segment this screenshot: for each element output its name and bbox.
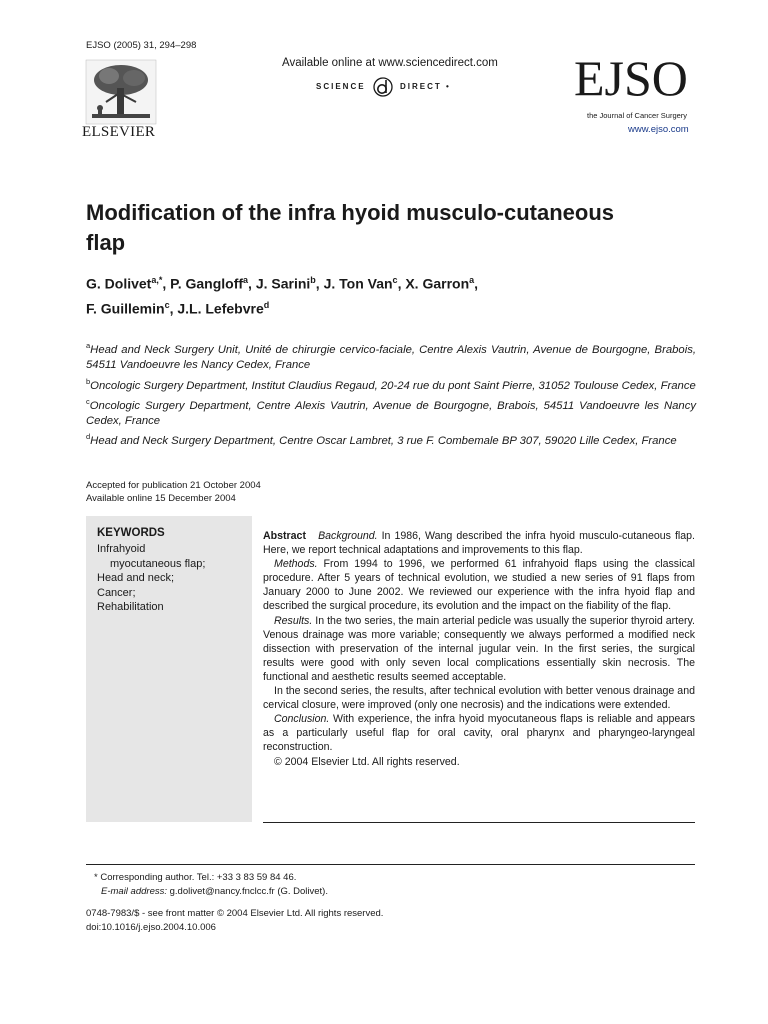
keyword-item: Rehabilitation [97, 601, 164, 613]
author-name[interactable]: F. Guillemin [86, 300, 165, 317]
author-affiliation-mark: a [469, 275, 475, 285]
abstract-section-label: Background. [318, 530, 378, 542]
author-name[interactable]: J. Sarini [255, 275, 311, 292]
author-name[interactable]: J. Ton Van [323, 275, 393, 292]
affiliation-mark: d [86, 432, 91, 442]
footnote-divider [86, 864, 695, 865]
abstract-section-text: In 1986, Wang described the infra hyoid musculo-cutaneous flap. Here, we report technical adaptations and improvements to this flap. [263, 530, 695, 557]
sciencedirect-logo [316, 76, 451, 98]
journal-logo: EJSO [574, 50, 688, 106]
publisher-name: ELSEVIER [82, 124, 156, 140]
abstract-section-label: Methods. [274, 558, 318, 571]
article-title-line: flap [86, 230, 126, 255]
author-name[interactable]: P. Gangloff [170, 275, 244, 292]
available-date: Available online 15 December 2004 [86, 493, 236, 504]
author-separator: , [248, 275, 256, 292]
author-separator: , [397, 275, 406, 292]
email-note [94, 885, 328, 899]
author-line [86, 295, 706, 320]
footnote [94, 871, 328, 898]
author-line [86, 270, 706, 295]
author-name[interactable]: J.L. Lefebvre [177, 300, 264, 317]
affiliation-mark: c [86, 396, 90, 406]
author-affiliation-mark: b [310, 275, 316, 285]
article-title-line: Modification of the infra hyoid musculo-cutaneous [86, 200, 615, 225]
abstract-section-text: With experience, the infra hyoid myocutaneous flaps is reliable and appears as a particularly useful flap for oral cavity, oral pharynx and pharyngeo-laryngeal reconstruction. [263, 713, 695, 754]
abstract-divider [263, 822, 695, 823]
affiliation-text: Head and Neck Surgery Unit, Unité de chirurgie cervico-faciale, Centre Alexis Vautrin, Avenue de Bourgogne, Brabois, 54511 Vandoeuvre les Nancy Cedex, France [86, 343, 696, 372]
abstract-second-series: In the second series, the results, after technical evolution with better venous drainage and cervical closure, were improved (only one necrosis) and the indications were extended. [263, 685, 695, 712]
keyword-item: Head and neck; [97, 572, 175, 584]
affiliation-item [86, 338, 696, 374]
affiliation-list [86, 338, 696, 450]
author-list [86, 270, 706, 319]
affiliation-text: Oncologic Surgery Department, Institut Claudius Regaud, 20-24 rue du pont Saint Pierre, 31052 Toulouse Cedex, France [90, 379, 696, 392]
sciencedirect-bullet: • [446, 82, 451, 92]
author-separator: , [169, 300, 178, 317]
journal-subtitle: the Journal of Cancer Surgery [587, 111, 688, 120]
author-separator: , [474, 275, 479, 292]
abstract-section-label: Conclusion. [274, 713, 330, 726]
abstract-copyright: © 2004 Elsevier Ltd. All rights reserved. [274, 755, 460, 768]
affiliation-text: Head and Neck Surgery Department, Centre Oscar Lambret, 3 rue F. Combemale BP 307, 59020 Lille Cedex, France [90, 435, 677, 448]
article-title [86, 198, 716, 258]
author-affiliation-mark: a,* [151, 275, 163, 285]
accepted-date: Accepted for publication 21 October 2004 [86, 480, 261, 491]
affiliation-mark: a [86, 341, 91, 350]
keywords-list [97, 542, 205, 615]
affiliation-item [86, 429, 696, 449]
doi-line[interactable]: doi:10.1016/j.ejso.2004.10.006 [86, 921, 216, 933]
abstract [263, 529, 695, 769]
elsevier-tree-logo [84, 58, 158, 126]
author-name[interactable]: G. Dolivet [86, 275, 152, 292]
sciencedirect-left-text: SCIENCE [316, 82, 366, 92]
author-separator: , [315, 275, 324, 292]
keyword-item: Infrahyoid [97, 543, 146, 555]
keywords-heading: KEYWORDS [97, 527, 165, 539]
email-address[interactable]: g.dolivet@nancy.fnclcc.fr (G. Dolivet). [167, 885, 328, 897]
abstract-methods [263, 557, 695, 613]
front-matter [86, 907, 383, 934]
sciencedirect-d-icon [372, 76, 394, 98]
sciencedirect-right-text: DIRECT [400, 82, 442, 92]
author-affiliation-mark: d [263, 299, 270, 310]
keyword-item: myocutaneous flap; [110, 557, 206, 570]
corresponding-author-note: * Corresponding author. Tel.: +33 3 83 59 84 46. [94, 872, 297, 883]
abstract-section-text: In the two series, the main arterial pedicle was usually the superior thyroid artery. Venous drainage was more variable; consequently we always performed a modified neck dissection with preservation of the internal jugular vein. In the first series, the surgical results were good with only seven local complications essentially skin necrosis. The functional and aesthetic results seemed acceptable. [263, 614, 695, 683]
affiliation-mark: b [86, 376, 91, 386]
author-affiliation-mark: c [392, 275, 398, 285]
abstract-label: Abstract [263, 530, 306, 542]
journal-url-link[interactable]: www.ejso.com [628, 124, 689, 135]
author-separator: , [162, 275, 171, 292]
keyword-item: Cancer; [97, 586, 136, 599]
journal-citation: EJSO (2005) 31, 294–298 [86, 40, 197, 51]
affiliation-text: Oncologic Surgery Department, Centre Alexis Vautrin, Avenue de Bourgogne, Brabois, 54511 Vandoeuvre les Nancy Cedex, France [86, 399, 696, 427]
abstract-results [263, 614, 695, 684]
affiliation-item [86, 374, 696, 394]
email-label: E-mail address: [101, 885, 167, 897]
author-name[interactable]: X. Garron [405, 275, 470, 292]
publication-dates [86, 479, 261, 505]
abstract-section-label: Results. [274, 614, 313, 627]
author-affiliation-mark: a [243, 275, 249, 285]
available-online-text: Available online at www.sciencedirect.com [282, 57, 498, 69]
affiliation-item [86, 394, 696, 430]
abstract-conclusion [263, 712, 695, 754]
abstract-background [263, 529, 695, 557]
issn-line: 0748-7983/$ - see front matter © 2004 Elsevier Ltd. All rights reserved. [86, 908, 384, 919]
author-affiliation-mark: c [164, 299, 170, 310]
abstract-section-text: From 1994 to 1996, we performed 61 infrahyoid flaps using the classical procedure. After 5 years of technical evolution, we studied a new series of 91 flaps from January 2000 to June 2002. We reviewed our experience with the infra hyoid flap and described the surgical procedure, its evolution and the impact on the fiability of the flap. [263, 558, 695, 613]
